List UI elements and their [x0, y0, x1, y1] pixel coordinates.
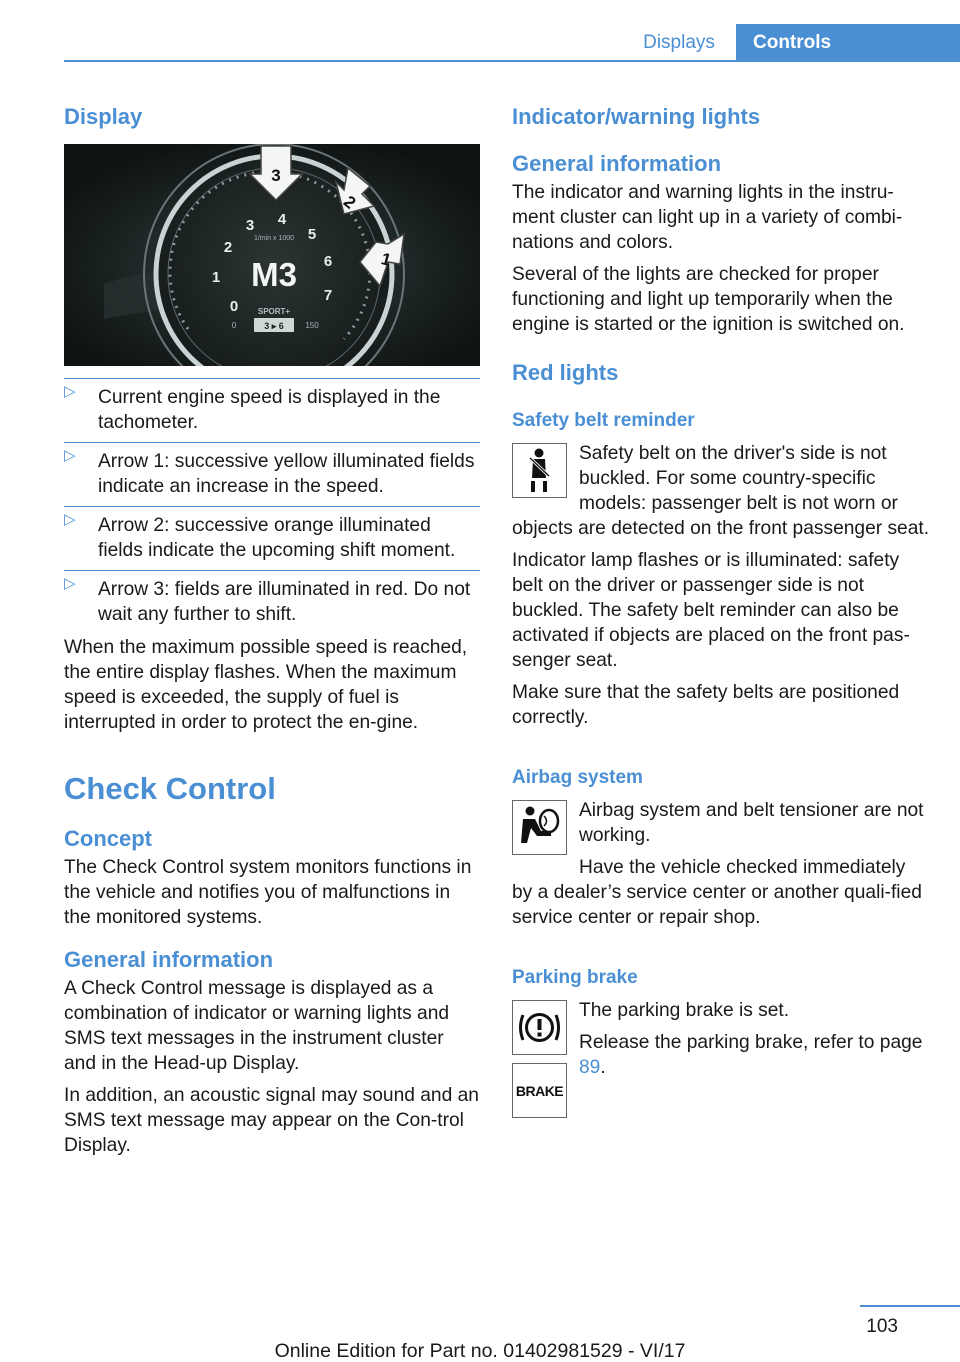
speed-min-label: 0 — [231, 321, 237, 330]
edition-line: Online Edition for Part no. 01402981529 - VI/17 — [274, 1340, 686, 1362]
concept-paragraph: The Check Control system monitors functions in the vehicle and notifies you of malfunctions in the monitored systems. — [64, 857, 472, 928]
svg-text:3: 3 — [271, 166, 281, 185]
airbag-item — [512, 798, 932, 930]
tick-7: 7 — [323, 287, 333, 304]
airbag-heading: Airbag system — [512, 767, 643, 788]
right-general-heading: General information — [512, 151, 722, 176]
airbag-paragraph-1: Airbag system and belt tensioner are not working. — [579, 800, 924, 846]
safety-belt-heading: Safety belt reminder — [512, 410, 695, 431]
tachometer-image — [64, 144, 480, 366]
parking-brake-heading: Parking brake — [512, 967, 638, 988]
list-item: ▷ Arrow 3: fields are illuminated in red. Do not wait any further to shift. — [64, 570, 480, 627]
left-column — [64, 100, 480, 1158]
belt-paragraph-1b: objects are detected on the front passenger seat. — [512, 518, 930, 539]
tachometer-illustration — [64, 144, 480, 366]
footer-rule — [860, 1305, 960, 1307]
triangle-bullet-icon: ▷ — [64, 447, 76, 464]
page-number: 103 — [866, 1316, 898, 1337]
airbag-paragraph-2b: by a dealer’s service center or another quali‐fied service center or repair shop. — [512, 882, 922, 928]
list-item: ▷ Current engine speed is displayed in the tachometer. — [64, 378, 480, 442]
parking-brake-warning-icon — [512, 1000, 567, 1055]
display-heading: Display — [64, 104, 143, 129]
drive-mode-label: SPORT+ — [257, 307, 291, 316]
header-section-displays[interactable]: Displays — [643, 32, 715, 53]
parking-brake-item — [512, 998, 932, 1116]
tick-2: 2 — [223, 239, 233, 256]
concept-heading: Concept — [64, 826, 152, 851]
header-rule — [64, 60, 960, 62]
brake-icon-label: BRAKE — [515, 1082, 564, 1099]
triangle-bullet-icon: ▷ — [64, 511, 76, 528]
right-column — [512, 100, 932, 1116]
belt-paragraph-2: Indicator lamp flashes or is illuminated: safety belt on the driver or passenger side is not buckled. The safety belt reminder can also be activated if objects are placed on the front pas‐senger seat. — [512, 550, 910, 671]
gear-indicator: 3 ▸ 6 — [264, 321, 284, 331]
tick-5: 5 — [307, 226, 317, 243]
brake-paragraph-1: The parking brake is set. — [579, 1000, 790, 1021]
triangle-bullet-icon: ▷ — [64, 575, 76, 592]
m3-logo-text: M3 — [251, 256, 297, 293]
tick-3: 3 — [245, 217, 255, 234]
belt-paragraph-1a: Safety belt on the driver's side is not buckled. For some country-specific models: passenger belt is not worn or — [579, 443, 898, 514]
belt-paragraph-3: Make sure that the safety belts are positioned correctly. — [512, 682, 900, 728]
right-general-paragraph-1: The indicator and warning lights in the instru‐ment cluster can light up in a variety of combi‐nations and colors. — [512, 182, 903, 253]
rpm-unit-label: 1/min x 1000 — [253, 235, 295, 242]
check-control-heading: Check Control — [64, 771, 276, 806]
triangle-bullet-icon: ▷ — [64, 383, 76, 400]
list-item: ▷ Arrow 1: successive yellow illuminated fields indicate an increase in the speed. — [64, 442, 480, 506]
svg-text:1: 1 — [379, 249, 394, 270]
header-chapter-controls[interactable]: Controls — [736, 24, 960, 62]
general-paragraph-1: A Check Control message is displayed as a combination of indicator or warning lights and SMS text messages in the instrument cluster and in the Head-up Display. — [64, 978, 450, 1074]
general-paragraph-2: In addition, an acoustic signal may sound and an SMS text message may appear on the Con‐trol Display. — [64, 1085, 479, 1156]
speed-max-label: 150 — [305, 321, 319, 330]
safety-belt-item — [512, 441, 932, 541]
indicator-heading: Indicator/warning lights — [512, 104, 761, 129]
display-bullet-list — [64, 378, 480, 627]
brake-paragraph-2: Release the parking brake, refer to page 89. — [579, 1032, 923, 1078]
tick-0: 0 — [229, 298, 239, 315]
tick-4: 4 — [277, 211, 287, 228]
red-lights-heading: Red lights — [512, 360, 619, 385]
list-item: ▷ Arrow 2: successive orange illuminated fields indicate the upcoming shift moment. — [64, 506, 480, 570]
page-89-link[interactable]: 89 — [579, 1057, 601, 1078]
seatbelt-icon — [512, 443, 567, 498]
general-information-heading: General information — [64, 947, 274, 972]
brake-text-icon — [512, 1063, 567, 1118]
airbag-paragraph-2a: Have the vehicle checked immediately — [579, 857, 906, 878]
tick-6: 6 — [323, 253, 333, 270]
max-speed-paragraph: When the maximum possible speed is reached, the entire display flashes. When the maximum speed is exceeded, the supply of fuel is interrupted in order to protect the en‐gine. — [64, 637, 468, 733]
airbag-icon — [512, 800, 567, 855]
right-general-paragraph-2: Several of the lights are checked for proper functioning and light up temporarily when the engine is started or the ignition is switched on. — [512, 264, 905, 335]
tick-1: 1 — [211, 269, 221, 286]
svg-text:2: 2 — [339, 192, 360, 213]
